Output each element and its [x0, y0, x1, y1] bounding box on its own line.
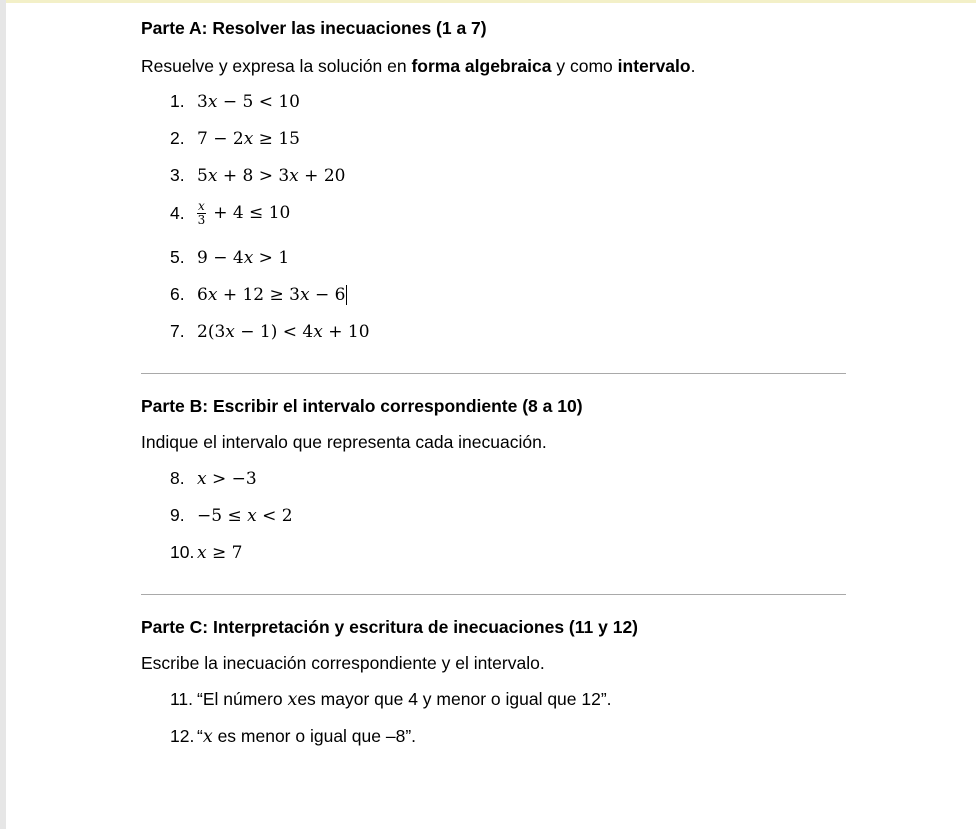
inequality: x ≥ 7	[197, 542, 243, 563]
item-number: 2.	[170, 128, 185, 148]
list-item	[170, 689, 612, 710]
item-number: 9.	[170, 505, 185, 525]
item-number: 4.	[170, 203, 185, 223]
statement-text	[197, 689, 612, 710]
inequality: −5 ≤ x < 2	[197, 505, 293, 526]
inequality-rest: + 4 ≤ 10	[213, 203, 291, 223]
inequality: 7 − 2x ≥ 15	[197, 128, 300, 149]
part-a-intro-bold-2: intervalo	[617, 56, 691, 76]
statement-post: es menor o igual que –8”.	[212, 726, 417, 746]
list-item	[170, 542, 242, 563]
inequality-fraction	[197, 200, 290, 227]
list-item	[170, 321, 370, 342]
inequality: 5x + 8 > 3x + 20	[197, 165, 346, 186]
item-number: 10.	[170, 542, 195, 562]
list-item	[170, 200, 290, 227]
list-item	[170, 247, 289, 268]
statement-variable: x	[202, 727, 213, 747]
inequality: 6x + 12 ≥ 3x − 6	[197, 284, 346, 305]
list-item	[170, 726, 416, 747]
item-number: 11.	[170, 689, 194, 709]
part-a-intro	[141, 56, 695, 77]
list-item	[170, 284, 347, 305]
fraction-numerator: x	[198, 199, 205, 213]
item-number: 12.	[170, 726, 195, 746]
inequality: 3x − 5 < 10	[197, 91, 300, 112]
left-page-edge	[0, 0, 6, 829]
part-c-intro: Escribe la inecuación correspondiente y el intervalo.	[141, 653, 545, 673]
inequality: 9 − 4x > 1	[197, 247, 290, 268]
item-number: 5.	[170, 247, 185, 267]
statement-post: es mayor que 4 y menor o igual que 12”.	[297, 689, 612, 709]
statement-variable: x	[287, 690, 298, 710]
fraction-denominator: 3	[197, 213, 206, 227]
statement-pre: “	[197, 726, 203, 746]
top-border-strip	[0, 0, 976, 3]
part-a-intro-text: Resuelve y expresa la solución en	[141, 56, 412, 76]
part-a-intro-text: .	[690, 56, 696, 76]
list-item	[170, 165, 345, 186]
list-item	[170, 128, 300, 149]
list-item	[170, 505, 293, 526]
statement-text	[197, 726, 416, 747]
item-number: 1.	[170, 91, 185, 111]
statement-pre: “El número	[197, 689, 288, 709]
part-a-title: Parte A: Resolver las inecuaciones (1 a 7)	[141, 18, 487, 38]
section-divider	[141, 373, 846, 374]
list-item	[170, 91, 300, 112]
inequality: x > −3	[197, 468, 257, 489]
fraction	[197, 200, 206, 227]
text-cursor	[346, 285, 347, 305]
part-a-intro-text: y como	[551, 56, 618, 76]
item-number: 8.	[170, 468, 185, 488]
item-number: 6.	[170, 284, 185, 304]
inequality: 2(3x − 1) < 4x + 10	[197, 321, 370, 342]
part-b-title: Parte B: Escribir el intervalo correspondiente (8 a 10)	[141, 396, 583, 416]
item-number: 7.	[170, 321, 185, 341]
section-divider	[141, 594, 846, 595]
part-a-intro-bold-1: forma algebraica	[411, 56, 552, 76]
part-b-intro: Indique el intervalo que representa cada inecuación.	[141, 432, 547, 452]
list-item	[170, 468, 257, 489]
item-number: 3.	[170, 165, 185, 185]
part-c-title: Parte C: Interpretación y escritura de inecuaciones (11 y 12)	[141, 617, 639, 637]
